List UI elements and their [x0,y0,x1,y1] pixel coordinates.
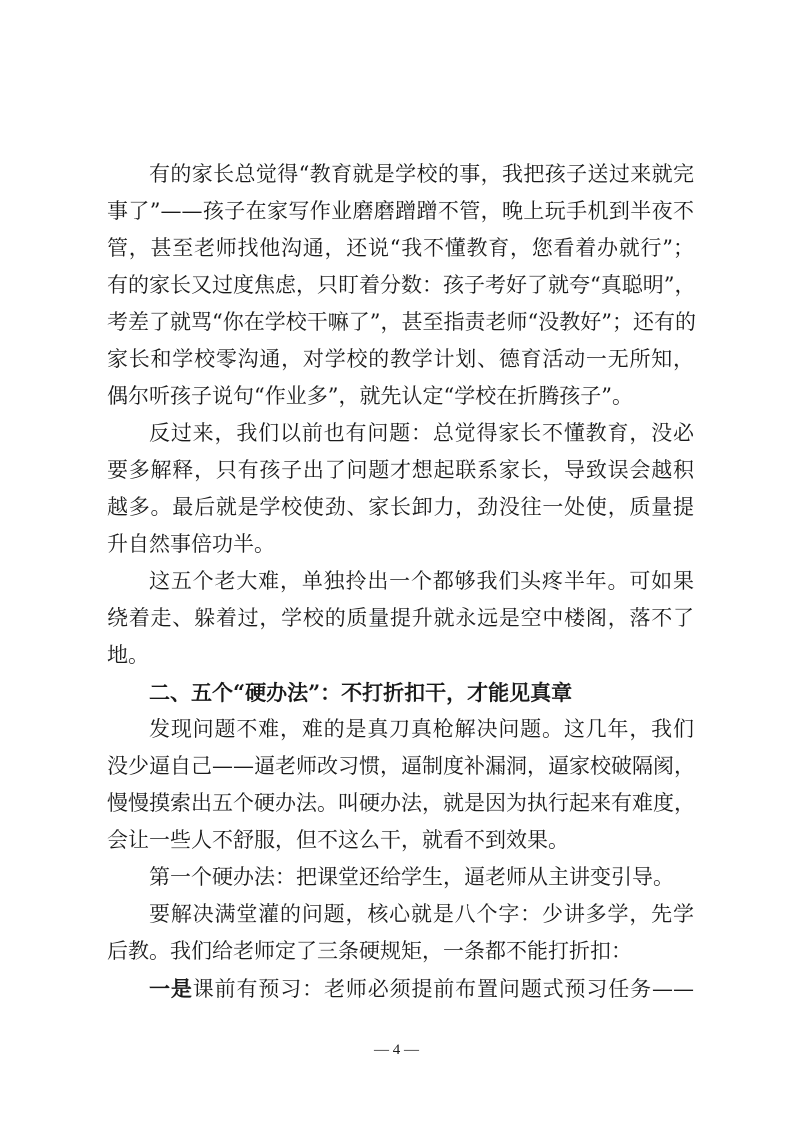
paragraph [107,156,694,415]
paragraph-line: 这五个老大难，单独拎出一个都够我们头疼半年。可如果 [149,569,694,593]
paragraph-line: 没少逼自己——逼老师改习惯，逼制度补漏洞，逼家校破隔阂， [107,754,695,778]
paragraph-line: 绕着走、躲着过，学校的质量提升就永远是空中楼阁，落不了 [107,606,694,630]
paragraph-line: 要解决满堂灌的问题，核心就是八个字：少讲多学，先学 [149,902,694,926]
paragraph [107,415,694,563]
paragraph-line: 越多。最后就是学校使劲、家长卸力，劲没往一处使，质量提 [107,495,694,519]
paragraph-line: 会让一些人不舒服，但不这么干，就看不到效果。 [107,828,569,852]
page-number: — 4 — [374,1042,419,1058]
paragraph-line: 有的家长又过度焦虑，只盯着分数：孩子考好了就夸“真聪明”， [107,273,696,297]
paragraph-line: 第一个硬办法：把课堂还给学生，逼老师从主讲变引导。 [149,865,674,889]
section-heading [107,674,694,711]
paragraph-line: 偶尔听孩子说句“作业多”，就先认定“学校在折腾孩子”。 [107,384,633,408]
paragraph-line: 地。 [107,643,149,667]
paragraph [107,896,694,970]
lead-text: 课前有预习：老师必须提前布置问题式预习任务—— [192,977,695,1001]
paragraph-line: 慢慢摸索出五个硬办法。叫硬办法，就是因为执行起来有难度， [107,791,695,815]
paragraph-line: 要多解释，只有孩子出了问题才想起联系家长，导致误会越积 [107,458,694,482]
paragraph-line: 后教。我们给老师定了三条硬规矩，一条都不能打折扣： [107,939,632,963]
paragraph-line: 反过来，我们以前也有问题：总觉得家长不懂教育，没必 [149,421,694,445]
document-body [107,156,694,1007]
heading-text: 二、五个“硬办法”：不打折扣干，才能见真章 [149,680,573,705]
paragraph-line: 事了”——孩子在家写作业磨磨蹭蹭不管，晚上玩手机到半夜不 [107,199,694,223]
paragraph-line: 家长和学校零沟通，对学校的教学计划、德育活动一无所知， [107,347,694,371]
paragraph [107,563,694,674]
paragraph-line [107,970,694,1007]
paragraph-line: 发现问题不难，难的是真刀真枪解决问题。这几年，我们 [149,717,694,741]
paragraph-line: 管，甚至老师找他沟通，还说“我不懂教育，您看着办就行”； [107,236,694,260]
paragraph [107,970,694,1007]
paragraph [107,711,694,859]
paragraph [107,859,694,896]
paragraph-line: 考差了就骂“你在学校干嘛了”，甚至指责老师“没教好”；还有的 [107,310,696,334]
lead-label: 一是 [149,976,193,1001]
paragraph-line: 升自然事倍功半。 [107,532,275,556]
paragraph-line: 有的家长总觉得“教育就是学校的事，我把孩子送过来就完 [149,162,694,186]
